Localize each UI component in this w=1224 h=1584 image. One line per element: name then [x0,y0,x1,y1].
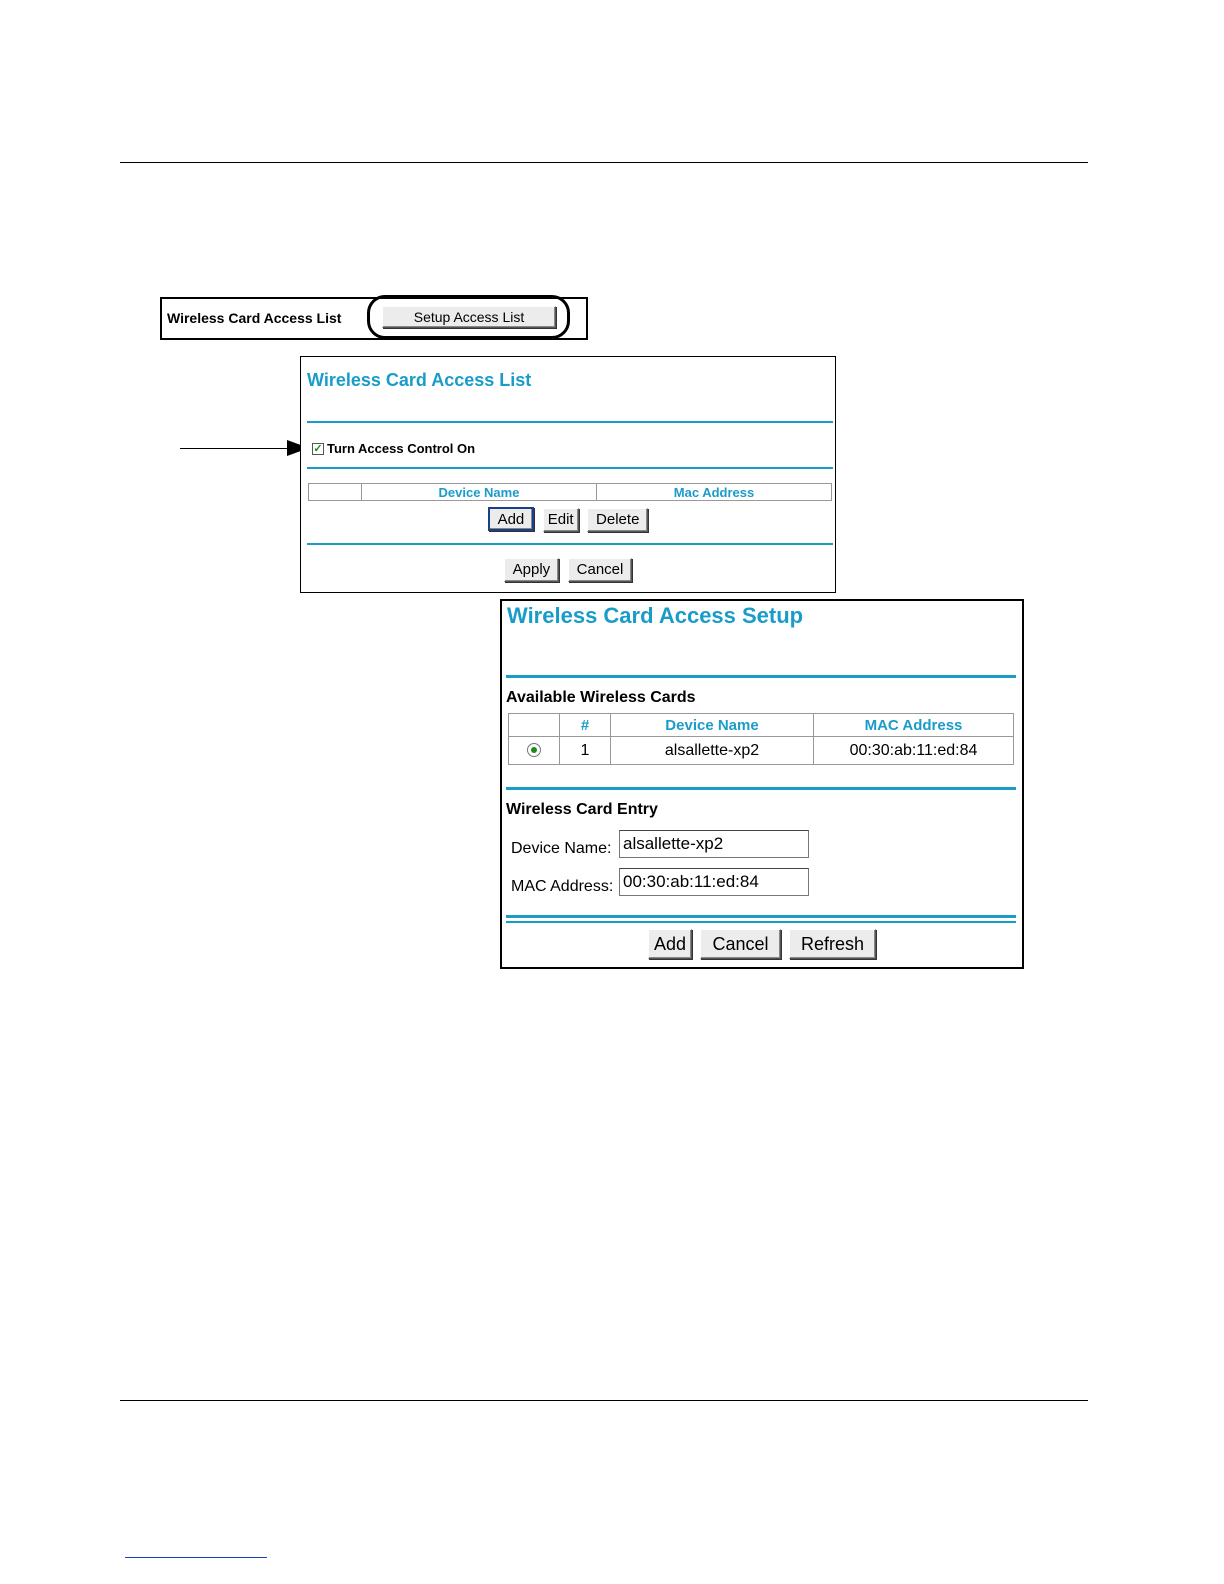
row-device-name: alsallette-xp2 [611,737,814,765]
divider [506,675,1016,678]
divider [307,543,833,545]
divider [307,467,833,469]
row-select-radio[interactable] [527,743,541,757]
divider [506,787,1016,790]
add-card-button[interactable]: Add [648,929,692,959]
column-header-device-name: Device Name [362,484,597,501]
column-header-select [509,714,560,737]
refresh-button[interactable]: Refresh [789,929,876,959]
row-select-cell [509,737,560,765]
access-setup-panel [500,599,1024,969]
divider [506,921,1016,923]
setup-access-list-button[interactable]: Setup Access List [382,306,556,328]
apply-button[interactable]: Apply [504,558,560,582]
top-rule [120,162,1088,163]
access-list-table [308,483,832,501]
access-list-panel [300,356,836,593]
row-number: 1 [560,737,611,765]
mac-address-label: MAC Address: [511,878,614,895]
access-list-title: Wireless Card Access List [307,370,532,390]
table-header-row [509,714,1014,737]
table-header-row [309,484,832,501]
column-header-select [309,484,362,501]
access-control-row [312,441,475,456]
row-mac-address: 00:30:ab:11:ed:84 [814,737,1014,765]
column-header-mac-address: MAC Address [814,714,1014,737]
footer-link-underline [125,1557,267,1558]
card-entry-heading: Wireless Card Entry [506,801,658,818]
edit-button[interactable]: Edit [543,508,579,532]
column-header-mac-address: Mac Address [597,484,832,501]
cancel-button[interactable]: Cancel [568,558,633,582]
cancel-setup-button[interactable]: Cancel [700,929,780,959]
access-setup-title: Wireless Card Access Setup [507,603,804,628]
access-control-label: Turn Access Control On [327,441,476,456]
list-action-buttons [301,507,835,532]
bottom-rule [120,1400,1088,1401]
callout-arrow-line [180,448,288,449]
delete-button[interactable]: Delete [587,508,648,532]
access-list-summary-panel [160,297,588,340]
mac-address-input[interactable] [619,868,809,896]
device-name-label: Device Name: [511,840,612,857]
add-button[interactable]: Add [488,507,535,531]
access-list-label: Wireless Card Access List [167,310,342,326]
form-action-buttons [301,558,835,582]
access-control-checkbox[interactable]: ✓ [313,442,323,455]
divider [506,915,1016,918]
divider [307,421,833,423]
available-cards-heading: Available Wireless Cards [506,689,696,706]
column-header-number: # [560,714,611,737]
table-row[interactable] [509,737,1014,765]
setup-action-buttons [502,929,1022,959]
device-name-input[interactable] [619,830,809,858]
available-cards-table [508,713,1014,765]
column-header-device-name: Device Name [611,714,814,737]
